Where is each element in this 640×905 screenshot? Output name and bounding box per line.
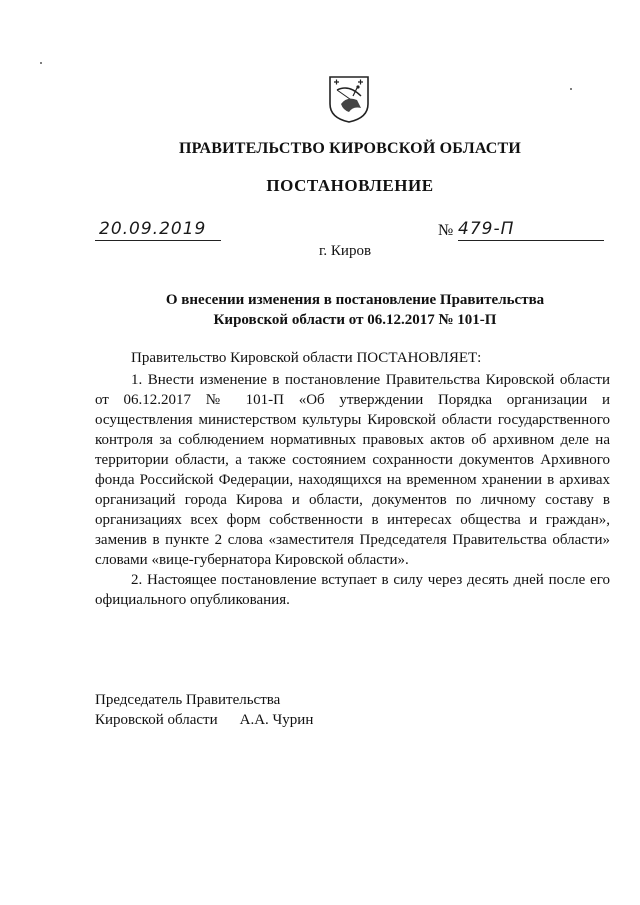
coat-of-arms-icon — [327, 74, 371, 124]
document-date: 20.09.2019 — [95, 218, 221, 241]
subject-line: Кировской области от 06.12.2017 № 101-П — [213, 312, 497, 328]
signatory-name: А.А. Чурин — [239, 712, 314, 728]
signature-block — [95, 690, 313, 730]
number-sign: № — [438, 222, 454, 239]
document-subject — [95, 290, 615, 330]
subject-line: О внесении изменения в постановление Правительства — [165, 292, 545, 308]
scan-speck — [40, 62, 42, 64]
scan-speck — [570, 88, 572, 90]
city: г. Киров — [318, 243, 372, 259]
government-title: ПРАВИТЕЛЬСТВО КИРОВСКОЙ ОБЛАСТИ — [178, 140, 522, 157]
item-1-paragraph: 1. Внести изменение в постановление Правительства Кировской области от 06.12.2017 № 101-П «Об утверждении Порядка организации и осуществления министерством культуры Кировской области государственного контроля за соблюдением нормативных правовых актов об архивном деле на территории области, а также состоянием сохранности документов Архивного фонда Российской Федерации, находящихся на временном хранении в архивах организаций города Кирова и области, документов по личному составу в организациях всех форм собственности в интересах общества и граждан», заменив в пункте 2 слова «заместителя Председателя Правительства области» словами «вице-губернатора Кировской области». — [95, 372, 610, 568]
signature-title: Председатель Правительства — [95, 692, 281, 708]
document-body — [95, 348, 610, 610]
document-type: ПОСТАНОВЛЕНИЕ — [266, 176, 434, 195]
document-number: 479-П — [458, 218, 604, 241]
item-2-paragraph: 2. Настоящее постановление вступает в силу через десять дней после его официального опубликования. — [95, 572, 610, 608]
intro-paragraph: Правительство Кировской области ПОСТАНОВЛЯЕТ: — [131, 350, 482, 366]
signature-region: Кировской области — [95, 712, 218, 728]
